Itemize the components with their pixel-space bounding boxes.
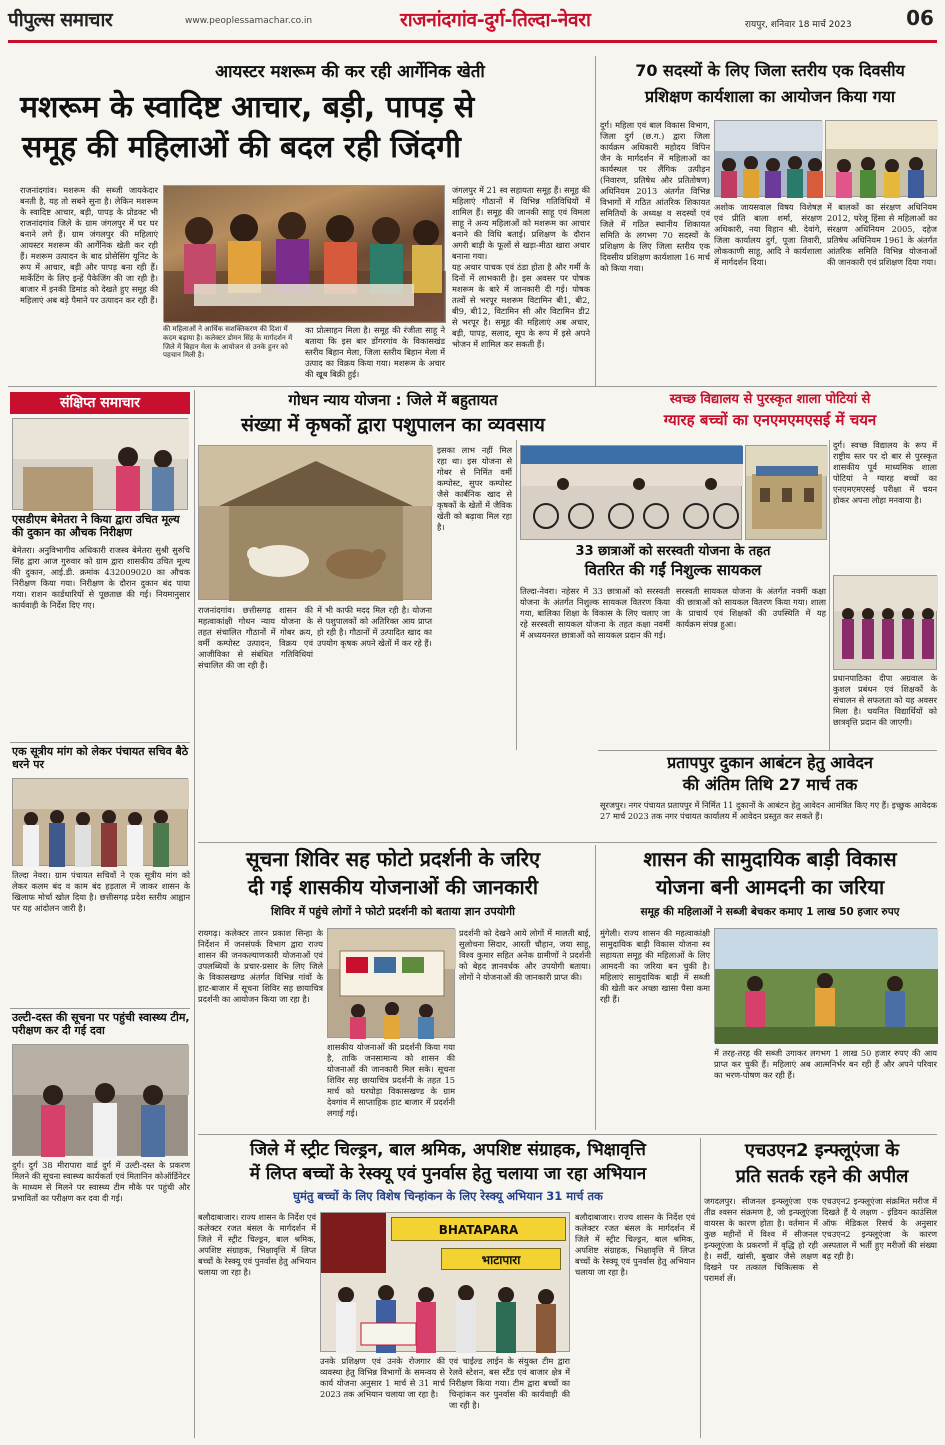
station-sign-hi: भाटापारा: [481, 1253, 521, 1267]
rescue-col2b: एवं चाईल्ड लाईन के संयुक्त टीम द्वारा रेलवे स्टेशन, बस स्टैंड एवं बाजार क्षेत्र में निरीक्षण किया गया। टीम द्वारा बच्चों का चिन्हांकन कर पुनर्वास की कार्यवाही की जा रही है।: [449, 1356, 570, 1410]
gothan-headline-2: संख्या में कृषकों द्वारा पशुपालन का व्यवसाय: [241, 414, 545, 436]
rescue-headline-2: में लिप्त बच्चों के रेस्क्यू एवं पुनर्वास हेतु चलाया जा रहा अभियान: [249, 1164, 647, 1184]
h3n2-body-2: एचउएन2 इन्फ्लूएंजा संक्रमित मरीज में दिखते हैं ये लक्षण - इंडियन काउंसिल ऑफ मेडिकल रिसर्च के अनुसार एचउएन2 इन्फ्लूएंजा के कारण अस्पताल में भर्ती हुए मरीजों की संख्या बढ़ रही है।: [822, 1196, 937, 1261]
rescue-headline-1: जिले में स्ट्रीट चिल्ड्रन, बाल श्रमिक, अपशिष्ट संग्राहक, भिक्षावृत्ति: [250, 1140, 646, 1160]
divider-row3: [198, 1134, 937, 1135]
divider-row1: [8, 386, 937, 387]
exhibition-col1: रायगढ़। कलेक्टर तारन प्रकाश सिन्हा के निर्देशन में जनसंपर्क विभाग द्वारा राज्य शासन की जनकल्याणकारी योजनाओं एवं उपलब्धियों के प्रचार-प्रसार के लिए जिले के विकासखण्ड अंतर्गत विभिन्न गांवों के हाट-बाजार में सूचना शिविर सह छायाचित्र प्रदर्शनी का आयोजन किया जा रहा है।: [198, 928, 323, 1004]
lead-col1: राजनांदगांव। मशरूम की सब्जी जायकेदार बनती है, यह तो सबने सुना है। लेकिन मशरूम के स्वादिष्ट आचार, बड़ी, पापड़ के प्रोडक्ट भी राजनांदगांव जिले के ग्राम जंगलपुर में घर घर बनाने लगे हैं। ग्राम जंगलपुर की महिलाएं आयस्टर मशरूम की आर्गेनिक खेती कर रही हैं। मशरूम उत्पादन के बाद प्रोसेसिंग यूनिट के रूप में आचार, बड़ी और पापड़ बना रही हैं। मार्केटिंग के लिए इन्हें पैकेजिंग की जा रही है। बाजार में इनकी डिमांड को देखते हुए समूह की महिलाएं अब बड़े पैमाने पर उत्पादन कर रही हैं।: [20, 185, 158, 305]
exhibition-col2: शासकीय योजनाओं की प्रदर्शनी किया गया है, ताकि जनसामान्य को शासन की योजनाओं की जानकारी मिल सके। सूचना शिविर सह छायाचित्र प्रदर्शनी के तहत 15 मार्च को घरघोड़ा विकासखण्ड के ग्राम देवगांव में साप्ताहिक हाट बाजार में प्रदर्शनी लगाई गई।: [327, 1042, 455, 1118]
bicycles-students-icon: [521, 446, 743, 541]
gothan-col3-a: में भी काफी मदद मिल रही है। योजना से पशुपालकों को अतिरिक्त आय प्राप्त हो रही है। गौठानों में उत्पादित खाद का उपयोग कृषक अपने खेतों में कर रहे हैं।: [317, 605, 432, 648]
cycle-body-2: सरस्वती सायकल योजना के अंतर्गत नवमीं कक्षा की छात्राओं को सायकल वितरण किया गया। शाला के प्राचार्य एवं शिक्षकों की उपस्थिति में यह कार्यक्रम संपन्न हुआ।: [676, 586, 826, 629]
brief-photo-2: [12, 778, 188, 866]
exhibition-stall-icon: [328, 929, 456, 1039]
brief-item2-headline: एक सूत्रीय मांग को लेकर पंचायत सचिव बैठे धरने पर: [12, 745, 189, 771]
brief-item3-headline: उल्टी-दस्त की सूचना पर पहुंची स्वास्थ्य टीम, परीक्षण कर दी गई दवा: [12, 1011, 190, 1037]
badi-subhead: समूह की महिलाओं ने सब्जी बेचकर कमाए 1 लाख 50 हजार रुपए: [640, 906, 900, 918]
lead-photo: [163, 185, 445, 322]
cycle-headline-2: वितरित की गईं निशुल्क सायकल: [584, 561, 762, 579]
workshop-headline-2: प्रशिक्षण कार्यशाला का आयोजन किया गया: [645, 87, 895, 106]
lead-caption: की महिलाओं ने आर्थिक सशक्तिकरण की दिशा में कदम बढ़ाया है। कलेक्टर डोमन सिंह के मार्गदर्शन में जिले में बिहान मेला के आयोजन से उनके हुनर को पहचान मिली है।: [163, 325, 293, 360]
rescue-col1: बलौदाबाजार। राज्य शासन के निर्देश एवं कलेक्टर रजत बंसल के मार्गदर्शन में जिले में स्ट्रीट चिल्ड्रन, बाल श्रमिक, अपशिष्ट संग्राहक, भिक्षावृत्ति में लिप्त बच्चों के रेस्क्यू एवं पुनर्वास हेतु अभियान चलाया जा रहा है।: [198, 1212, 316, 1277]
divider-brief-2: [10, 1008, 190, 1009]
h3n2-headline-1: एचउएन2 इन्फ्लूएंजा के: [744, 1140, 900, 1161]
brief-item2-body: तिल्दा नेवरा। ग्राम पंचायत सचिवों ने एक सूत्रीय मांग को लेकर कलम बंद व काम बंद हड़ताल में जाकर शासन के खिलाफ मोर्चा खोल दिया है। छत्तीसगढ़ प्रदेश स्तरीय आह्वान पर यह आंदोलन जारी है।: [12, 870, 190, 913]
brief-news-label-box: [10, 392, 190, 414]
brief-photo-3: [12, 1044, 188, 1156]
rescue-team-icon: [321, 1213, 571, 1353]
workshop-body: दुर्ग। महिला एवं बाल विकास विभाग, जिला दुर्ग (छ.ग.) द्वारा जिला कार्यक्रम अधिकारी महोदय विपिन जैन के मार्गदर्शन में महिलाओं का कार्यस्थल पर लैंगिक उत्पीड़न (निवारण, प्रतिषेध और प्रतितोषण) अधिनियम 2013 अंतर्गत विभिन्न विभागों में गठित आंतरिक शिकायत समितियों के अध्यक्ष व सदस्यों एवं जिले में गठित स्थानीय शिकायत समिति के लगभग 70 सदस्यों के प्रशिक्षण के लिए जिला स्तरीय एक दिवसीय प्रशिक्षण कार्यशाला 16 मार्च को किया गया।: [600, 120, 710, 273]
protest-crowd-icon: [13, 779, 189, 867]
dateline: रायपुर, शनिवार 18 मार्च 2023: [745, 20, 852, 30]
inspection-icon: [13, 419, 189, 511]
divider-brief-col: [194, 390, 195, 1438]
divider-exhibition-badi: [595, 845, 596, 1130]
h3n2-headline-2: प्रति सतर्क रहने की अपील: [735, 1166, 909, 1187]
exhibition-photo: [327, 928, 455, 1038]
divider-rescue-h3n2: [700, 1138, 701, 1438]
exhibition-col3: प्रदर्शनी को देखने आये लोगों में मालती बाई, सुलोचना सिदार, आरती चौहान, जया साहू, विश्व कुमार सहित अनेक ग्रामीणों ने प्रदर्शनी को बेहद ज्ञानवर्धक और उपयोगी बताया। लोगों ने योजनाओं की जानकारी प्राप्त की।: [459, 928, 591, 982]
brief-photo-1: [12, 418, 188, 510]
swachh-headline-2: ग्यारह बच्चों का एनएमएमएसई में चयन: [663, 411, 877, 429]
badi-photo: [714, 928, 937, 1043]
badi-headline-2: योजना बनी आमदनी का जरिया: [655, 875, 885, 899]
brief-item1-body: बेमेतरा। अनुविभागीय अधिकारी राजस्व बेमेतरा सुश्री सुरुचि सिंह द्वारा आज गुरुवार को ग्राम द्वारा शासकीय उचित मूल्य की दुकान, आई.डी. क्रमांक 432009020 का औचक निरीक्षण किया गया। निरीक्षण के दौरान दुकान बंद पाया गया। राशन कार्डधारियों से पूछताछ की गई। नियमानुसार कार्यवाही के निर्देश दिए गए।: [12, 545, 190, 610]
workshop-headline-1: 70 सदस्यों के लिए जिला स्तरीय एक दिवसीय: [635, 61, 905, 80]
audience-icon: [715, 121, 823, 198]
rescue-col3: बलौदाबाजार। राज्य शासन के निर्देश एवं कलेक्टर रजत बंसल के मार्गदर्शन में जिले में स्ट्रीट चिल्ड्रन, बाल श्रमिक, अपशिष्ट संग्राहक, भिक्षावृत्ति में लिप्त बच्चों के रेस्क्यू एवं पुनर्वास हेतु अभियान चलाया जा रहा है।: [575, 1212, 695, 1277]
cycle-body: तिल्दा-नेवरा। नहेसर में 33 छात्राओं को सरस्वती योजना के अंतर्गत निशुल्क सायकल वितरण किया गया, बालिका शिक्षा के विकास के लिए चलाए जा रहे सरस्वती सायकल योजना के तहत कक्षा नवमीं में अध्ययनरत छात्राओं को सायकल प्रदान की गई।: [520, 586, 670, 640]
exhibition-headline-2: दी गई शासकीय योजनाओं की जानकारी: [247, 875, 539, 899]
page-number: 06: [906, 6, 934, 30]
badi-headline-1: शासन की सामुदायिक बाड़ी विकास: [643, 847, 897, 871]
divider-gothan-cycle: [516, 440, 517, 750]
swachh-photo: [833, 575, 937, 670]
cycle-headline-1: 33 छात्राओं को सरस्वती योजना के तहत: [575, 544, 771, 559]
exhibition-headline-1: सूचना शिविर सह फोटो प्रदर्शनी के जरिए: [245, 847, 541, 871]
vegetable-garden-icon: [715, 929, 938, 1044]
meeting-hall-icon: [826, 121, 938, 198]
rescue-subhead: घुमंतु बच्चों के लिए विशेष चिन्हांकन के लिए रेस्क्यू अभियान 31 मार्च तक: [293, 1189, 603, 1203]
pratappur-body: सूरजपुर। नगर पंचायत प्रतापपुर में निर्मित 11 दुकानों के आबंटन हेतु आवेदन आमंत्रित किए गए हैं। इच्छुक आवेदक 27 मार्च 2023 तक नगर पंचायत कार्यालय में आवेदन प्रस्तुत कर सकते हैं।: [600, 800, 937, 821]
lead-col4: यह अचार पाचक एवं ठंडा होता है और गर्मी के दिनों में लाभकारी है। इस अवसर पर पोषक मशरूम के बारे में जानकारी दी गई। पोषक तत्वों से भरपूर मशरूम विटामिन बी1, बी2, बी9, बी12, विटामिन सी और विटामिन डी2 से भरपूर है। समूह की महिलाएं अब अचार, बड़ी, पापड़, सलाद, सूप के रूप में इसे अपने भोजन में शामिल कर सकती हैं।: [452, 262, 590, 349]
divider-row2: [198, 842, 937, 843]
lead-headline-1: मशरूम के स्वादिष्ट आचार, बड़ी, पापड़ से: [20, 90, 475, 125]
pratappur-headline-2: की अंतिम तिथि 27 मार्च तक: [682, 775, 858, 794]
cycle-photo-2: [745, 445, 827, 540]
swachh-body-2: प्रधानपाठिका दीपा अग्रवाल के कुशल प्रबंधन एवं शिक्षकों के संचालन से सफलता को यह अवसर मिला है। चयनित विद्यार्थियों को छात्रवृत्ति प्रदान की जाएगी।: [833, 673, 937, 727]
lead-col2: का प्रोत्साहन मिला है। समूह की रंजीता साहू ने बताया कि इस बार डोंगरगांव के विकासखंड स्तरीय बिहान मेला, जिला स्तरीय बिहान मेला में उत्पाद का विक्रय किया गया। मशरूम के अचार की खूब बिक्री हुई।: [305, 325, 445, 379]
badi-body-2: में तरह-तरह की सब्जी उगाकर लगभग 1 लाख 50 हजार रुपए की आय प्राप्त कर चुकी हैं। महिलाएं अब आत्मनिर्भर बन रही हैं और अपने परिवार का भरण-पोषण कर रही हैं।: [714, 1048, 937, 1080]
pratappur-headline-1: प्रतापपुर दुकान आबंटन हेतु आवेदन: [667, 753, 873, 772]
h3n2-body: जगदलपुर। सीजनल इन्फ्लूएंजा एक तीव्र श्वसन संक्रमण है, जो इन्फ्लूएंजा वायरस के कारण होता है। वर्तमान में कुछ महीनों में विश्व में सीजनल इन्फ्लूएंजा के प्रकरणों में वृद्धि हो रही है। सर्दी, खांसी, बुखार जैसे लक्षण दिखने पर तत्काल चिकित्सक से परामर्श लें।: [704, 1196, 818, 1283]
cattle-shed-icon: [199, 446, 433, 601]
lead-col3: जंगलपुर में 21 स्व सहायता समूह हैं। समूह की महिलाएं गौठानों में विभिन्न गतिविधियों में शामिल हैं। समूह की जानकी साहू एवं विमला साहू ने अन्य महिलाओं को मशरूम का आचार बनाने की विधि बताई। प्रशिक्षण के दौरान अगरी बाड़ी के फूलों से खड़ा-मीठा खारा अचार बनाना गया।: [452, 185, 590, 261]
workshop-body-2: अशोक जायसवाल विषय विशेषज्ञ एवं प्रीति बाला शर्मा, संरक्षण अधिकारी, नया विहान श्री. देवांगे, जिला कार्यालय दुर्ग, पूजा तिवारी, लोककाणी साहू, आदि ने कार्यशाला में मार्गदर्शन दिया।: [714, 202, 822, 267]
swachh-body: दुर्ग। स्वच्छ विद्यालय के रूप में राष्ट्रीय स्तर पर दो बार से पुरस्कृत शासकीय पूर्व माध्यमिक शाला पोटियां ने ग्यारह बच्चों का एनएमएमएसई परीक्षा में चयन होकर अपना लोहा मनवाया है।: [833, 440, 937, 505]
workshop-photo-1: [714, 120, 822, 197]
section-title: राजनांदगांव-दुर्ग-तिल्दा-नेवरा: [400, 9, 591, 31]
masthead: [0, 0, 945, 46]
women-group-icon: [164, 186, 446, 323]
logo: [8, 6, 168, 38]
health-team-icon: [13, 1045, 189, 1157]
lead-headline-2: समूह की महिलाओं की बदल रही जिंदगी: [22, 130, 461, 165]
rescue-photo: [320, 1212, 570, 1352]
brief-item3-body: दुर्ग। दुर्ग 38 मीरापारा वार्ड दुर्ग में उल्टी-दस्त के प्रकरण मिलने की सूचना स्वास्थ्य कार्यकर्ता एवं मितानिन कोऑर्डिनेटर के माध्यम से मिलने पर स्वास्थ्य टीम मौके पर पहुंची और प्रभावितों का परीक्षण कर दवा दी गई।: [12, 1160, 190, 1203]
workshop-body-3: में बालकों का संरक्षण अधिनियम 2012, घरेलू हिंसा से महिलाओं का संरक्षण अधिनियम 2005, दहेज प्रतिषेध अधिनियम 1961 के अंतर्गत आंतरिक समिति विभिन्न योजनाओं की जानकारी एवं प्रशिक्षण दिया गया।: [827, 202, 937, 267]
cycle-photo: [520, 445, 742, 540]
station-sign-en: BHATAPARA: [438, 1223, 519, 1237]
divider-brief-1: [10, 742, 190, 743]
gothan-col1: राजनांदगांव। छत्तीसगढ़ शासन की महत्वाकांक्षी गोधन न्याय योजना के तहत संचालित गौठानों में गोबर क्रय, वर्मी कम्पोस्ट उत्पादन, विक्रय एवं आजीविका से संबंधित गतिविधियां संचालित की जा रही हैं।: [198, 605, 313, 670]
site-url[interactable]: www.peoplessamachar.co.in: [185, 16, 313, 26]
brief-news-label: संक्षिप्त समाचार: [60, 395, 140, 411]
divider-lead-right: [595, 56, 596, 386]
divider-cycle-swachh: [829, 440, 830, 750]
gothan-headline-1: गोधन न्याय योजना : जिले में बहुतायत: [288, 391, 498, 409]
masthead-rule: [8, 40, 937, 43]
gothan-col2: इसका लाभ नहीं मिल रहा था। इस योजना से गोबर से निर्मित वर्मी कम्पोस्ट, सुपर कम्पोस्ट जैसे कार्बनिक खाद से कृषकों के खेतों में जैविक खेती को बढ़ावा मिल रहा है।: [437, 445, 512, 532]
students-uniform-icon: [834, 576, 938, 671]
swachh-headline-1: स्वच्छ विद्यालय से पुरस्कृत शाला पोटियां से: [669, 392, 871, 407]
school-building-icon: [746, 446, 828, 541]
logo-text: पीपुल्स समाचार: [8, 9, 113, 31]
badi-body: मुंगेली। राज्य शासन की महत्वाकांक्षी सामुदायिक बाड़ी विकास योजना स्व सहायता समूह की महिलाओं के लिए आमदनी का जरिया बन चुकी है। महिलाएं सामुदायिक बाड़ी में सब्जी की खेती कर अच्छा खासा पैसा कमा रही हैं।: [600, 928, 710, 1004]
lead-kicker: आयस्टर मशरूम की कर रही आर्गेनिक खेती: [215, 62, 485, 82]
gothan-photo: [198, 445, 432, 600]
exhibition-subhead: शिविर में पहुंचे लोगों ने फोटो प्रदर्शनी को बताया ज्ञान उपयोगी: [271, 905, 515, 918]
brief-item1-headline: एसडीएम बेमेतरा ने किया द्वारा उचित मूल्य की दुकान का औचक निरीक्षण: [12, 513, 180, 539]
divider-pratappur: [598, 750, 937, 751]
rescue-col2: उनके प्रशिक्षण एवं उनके रोजगार की व्यवस्था हेतु विभिन्न विभागों के समन्वय से कार्य योजना अनुसार 1 मार्च से 31 मार्च 2023 तक अभियान चलाया जा रहा है।: [320, 1356, 445, 1399]
workshop-photo-2: [825, 120, 937, 197]
